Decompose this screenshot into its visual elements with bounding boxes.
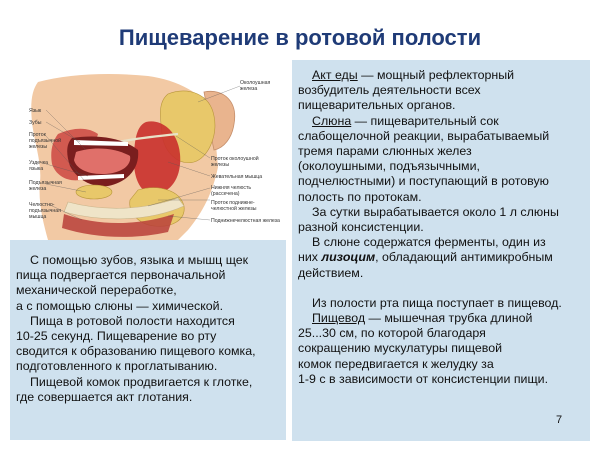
- text-line: [298, 250, 584, 265]
- text-line: Из полости рта пища поступает в пищевод.: [312, 295, 562, 310]
- saliva-info-box: [292, 60, 590, 441]
- text-line: механической переработке,: [16, 283, 177, 298]
- text-line: [298, 68, 584, 83]
- text-span: — пищеварительный сок: [351, 113, 499, 128]
- text-line: подчелюстными) и поступающий в ротовую: [298, 174, 549, 189]
- label-parotid-1: Околоушная: [240, 80, 271, 86]
- text-line: (околоушными, подъязычными,: [298, 159, 480, 174]
- label-frenulum-1: Уздечка: [29, 160, 48, 166]
- label-sublingual-duct-3: железы: [29, 144, 48, 150]
- text-line: сокращению мускулатуры пищевой: [298, 341, 503, 356]
- label-mylohyoid-3: мышца: [29, 214, 47, 220]
- text-line: За сутки вырабатывается около 1 л слюны: [312, 204, 559, 219]
- text-line: тремя парами слюнных желез: [298, 144, 472, 159]
- text-line: 1-9 с в зависимости от консистенции пищи.: [298, 371, 549, 386]
- label-parotid-2: железа: [240, 86, 258, 92]
- text-line: С помощью зубов, языка и мышц щек: [30, 253, 249, 267]
- label-submandibular-duct-2: челюстной железы: [211, 206, 257, 212]
- label-parotid-duct-1: Проток околоушной: [211, 156, 259, 162]
- label-sublingual-gland-2: железа: [29, 186, 47, 192]
- label-frenulum-2: языка: [29, 166, 44, 172]
- text-line: сводится к образованию пищевого комка,: [16, 344, 256, 359]
- text-line: действием.: [298, 265, 364, 280]
- text-line: Пища в ротовой полости находится: [30, 313, 235, 328]
- label-submandibular-duct-1: Проток поднижне-: [211, 200, 255, 206]
- term-lysozyme: лизоцим: [321, 250, 376, 265]
- label-sublingual-duct-2: подъязычной: [29, 138, 62, 144]
- term-act-of-eating: Акт еды: [312, 68, 358, 82]
- label-submandibular-gland: Поднижнечелюстная железа: [211, 218, 280, 224]
- text-line: комок передвигается к желудку за: [298, 356, 494, 371]
- text-line: 25...30 см, по которой благодаря: [298, 326, 486, 341]
- text-line: возбудитель деятельности всех: [298, 83, 481, 98]
- text-line: 10-25 секунд. Пищеварение во рту: [16, 329, 217, 344]
- text-line: [298, 114, 584, 129]
- mechanical-processing-box: [10, 240, 286, 440]
- text-line: Пищевой комок продвигается к глотке,: [30, 374, 253, 389]
- oral-cavity-illustration: [28, 72, 290, 240]
- label-sublingual-duct-1: Проток: [29, 132, 46, 138]
- text-line: [298, 311, 584, 326]
- label-sublingual-gland-1: Подъязычная: [29, 180, 62, 186]
- text-line: В слюне содержатся ферменты, один из: [312, 235, 546, 250]
- text-span: — мышечная трубка длиной: [365, 311, 533, 326]
- label-masseter: Жевательная мышца: [211, 174, 263, 180]
- label-tongue: Язык: [29, 108, 42, 114]
- text-line: где совершается акт глотания.: [16, 389, 193, 404]
- text-line: полость по протокам.: [298, 189, 422, 204]
- label-mylohyoid-1: Челюстно-: [29, 202, 55, 208]
- term-esophagus: Пищевод: [312, 311, 366, 326]
- text-line: пища подвергается первоначальной: [16, 268, 226, 283]
- page-number: 7: [556, 414, 563, 426]
- text-line: разной консистенции.: [298, 220, 424, 235]
- text-line: а с помощью слюны — химической.: [16, 298, 224, 313]
- label-parotid-duct-2: железы: [211, 162, 230, 168]
- text-line: слабощелочной реакции, вырабатываемый: [298, 128, 550, 143]
- text-line: пищеварительных органов.: [298, 98, 456, 113]
- text-span: них: [298, 250, 322, 265]
- spacer: [298, 281, 584, 296]
- sublingual-gland: [76, 185, 112, 199]
- label-mylohyoid-2: подъязычная: [29, 208, 61, 214]
- page-title: Пищеварение в ротовой полости: [118, 25, 482, 50]
- term-saliva: Слюна: [312, 113, 352, 128]
- text-span: — мощный рефлекторный: [357, 68, 515, 82]
- label-mandible-1: Нижняя челюсть: [211, 185, 252, 191]
- text-line: подготовленного к проглатыванию.: [16, 359, 218, 374]
- text-span: , обладающий антимикробным: [375, 250, 553, 265]
- label-mandible-2: (рассечена): [211, 191, 240, 197]
- label-teeth: Зубы: [29, 120, 42, 126]
